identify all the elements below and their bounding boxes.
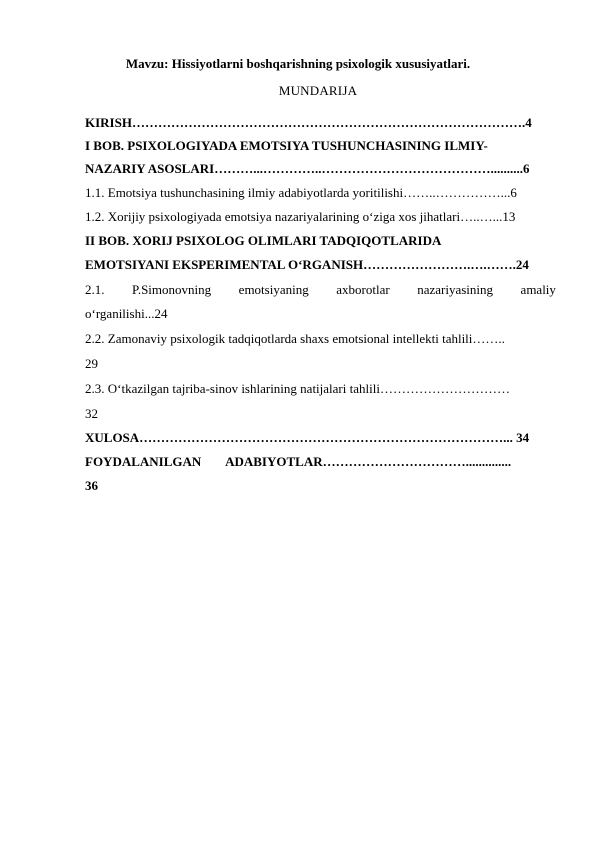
toc-chapter-1-line-2[interactable]: NAZARIY ASOSLARI………...…………..…………………………………..........6 [85, 161, 530, 176]
toc-chapter-2-line-2[interactable]: EMOTSIYANI EKSPERIMENTAL O‘RGANISH…………………….….…….24 [85, 257, 529, 272]
toc-word: amaliy [520, 282, 556, 297]
toc-section-2-3-line-1[interactable]: 2.3. O‘tkazilgan tajriba-sinov ishlarining natijalari tahlili………………………… [85, 381, 510, 396]
toc-section-2-1-line-2[interactable]: o‘rganilishi...24 [85, 306, 168, 321]
toc-section-2-2-line-2[interactable]: 29 [85, 356, 98, 371]
toc-section-1-1[interactable]: 1.1. Emotsiya tushunchasining ilmiy adabiyotlarda yoritilishi……..……………...6 [85, 185, 517, 200]
toc-entry-references-line-2[interactable]: 36 [85, 478, 98, 493]
document-title: Mavzu: Hissiyotlarni boshqarishning psixologik xususiyatlari. [125, 56, 471, 71]
toc-chapter-2-line-1[interactable]: II BOB. XORIJ PSIXOLOG OLIMLARI TADQIQOTLARIDA [85, 233, 442, 248]
toc-word: nazariyasining [417, 282, 494, 297]
contents-heading: MUNDARIJA [278, 83, 358, 98]
toc-word: 2.1. [85, 282, 105, 297]
toc-word: emotsiyaning [238, 282, 309, 297]
toc-word: ADABIYOTLAR…………………………….............. [225, 454, 512, 469]
toc-entry-xulosa[interactable]: XULOSA…………………………………………………………………………... 34 [85, 430, 530, 445]
toc-entry-references-line-1[interactable] [85, 454, 556, 470]
toc-chapter-1-line-1[interactable]: I BOB. PSIXOLOGIYADA EMOTSIYA TUSHUNCHASINING ILMIY- [85, 138, 488, 153]
toc-section-2-1-line-1[interactable] [85, 282, 556, 298]
toc-word: FOYDALANILGAN [85, 454, 202, 469]
toc-section-1-2[interactable]: 1.2. Xorijiy psixologiyada emotsiya nazariyalarining o‘ziga xos jihatlari…..…...13 [85, 209, 516, 224]
toc-word: axborotlar [336, 282, 390, 297]
toc-section-2-3-line-2[interactable]: 32 [85, 406, 98, 421]
toc-word: P.Simonovning [132, 282, 212, 297]
toc-entry-kirish[interactable]: KIRISH……………………………………………………………………………….4 [85, 115, 532, 130]
toc-section-2-2-line-1[interactable]: 2.2. Zamonaviy psixologik tadqiqotlarda shaxs emotsional intellekti tahlili…….. [85, 331, 505, 346]
